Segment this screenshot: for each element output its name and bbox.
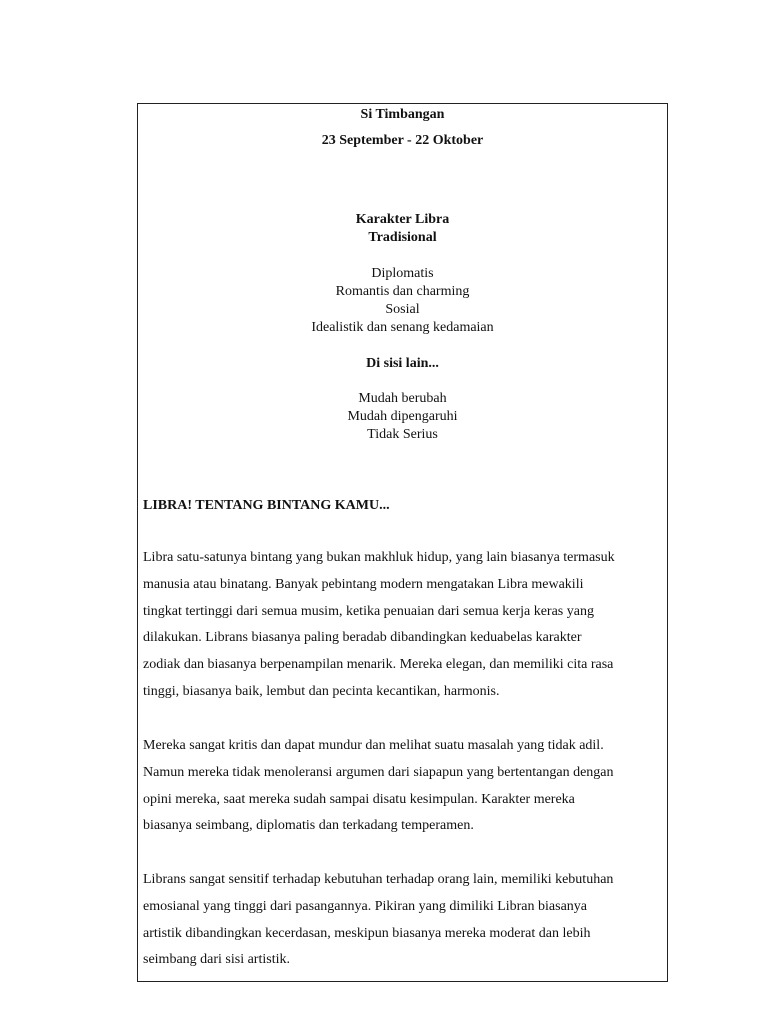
- paragraph-line: artistik dibandingkan kecerdasan, meskipun biasanya mereka moderat dan lebih: [143, 925, 591, 941]
- other-side-heading-block: [138, 355, 667, 373]
- trait-item: Mudah dipengaruhi: [347, 409, 458, 424]
- paragraph-line: Mereka sangat kritis dan dapat mundur dan melihat suatu masalah yang tidak adil.: [143, 738, 604, 753]
- paragraph-line: seimbang dari sisi artistik.: [143, 952, 290, 968]
- date-range: 23 September - 22 Oktober: [321, 133, 484, 148]
- trait-item: Idealistik dan senang kedamaian: [311, 320, 494, 335]
- document-header: [138, 106, 667, 124]
- trait-item: Romantis dan charming: [335, 284, 470, 299]
- trait-item: Diplomatis: [371, 266, 434, 281]
- paragraph-intro: [143, 545, 663, 706]
- trait-item: Mudah berubah: [358, 391, 447, 406]
- paragraph-line: Libra satu-satunya bintang yang bukan makhluk hidup, yang lain biasanya termasuk: [143, 550, 615, 565]
- paragraph-line: Namun mereka tidak menoleransi argumen dari siapapun yang bertentangan dengan: [143, 764, 614, 780]
- other-side-heading: Di sisi lain...: [366, 356, 439, 371]
- traditional-heading-line2: Tradisional: [368, 230, 437, 245]
- zodiac-title: Si Timbangan: [360, 107, 445, 122]
- section-heading: LIBRA! TENTANG BINTANG KAMU...: [143, 498, 390, 513]
- paragraph-line: dilakukan. Librans biasanya paling beradab dibandingkan keduabelas karakter: [143, 630, 582, 646]
- traditional-traits-list: [138, 265, 667, 337]
- date-range-block: [138, 132, 667, 150]
- paragraph-line: tinggi, biasanya baik, lembut dan pecinta kecantikan, harmonis.: [143, 683, 500, 699]
- paragraph-line: zodiak dan biasanya berpenampilan menarik. Mereka elegan, dan memiliki cita rasa: [143, 657, 614, 673]
- paragraph-line: tingkat tertinggi dari semua musim, ketika penuaian dari semua kerja keras yang: [143, 603, 594, 619]
- traditional-heading: [138, 211, 667, 247]
- document-page: [137, 103, 668, 982]
- trait-item: Sosial: [385, 302, 420, 317]
- paragraph-line: opini mereka, saat mereka sudah sampai disatu kesimpulan. Karakter mereka: [143, 791, 575, 807]
- traditional-heading-line1: Karakter Libra: [355, 212, 450, 227]
- paragraph-critical: [143, 733, 663, 840]
- other-side-traits-list: [138, 390, 667, 444]
- paragraph-line: Librans sangat sensitif terhadap kebutuhan terhadap orang lain, memiliki kebutuhan: [143, 872, 614, 887]
- paragraph-line: biasanya seimbang, diplomatis dan terkadang temperamen.: [143, 818, 474, 834]
- trait-item: Tidak Serius: [367, 427, 438, 442]
- paragraph-sensitive: [143, 867, 663, 974]
- paragraph-line: emosianal yang tinggi dari pasangannya. Pikiran yang dimiliki Libran biasanya: [143, 898, 588, 914]
- paragraph-line: manusia atau binatang. Banyak pebintang modern mengatakan Libra mewakili: [143, 576, 584, 592]
